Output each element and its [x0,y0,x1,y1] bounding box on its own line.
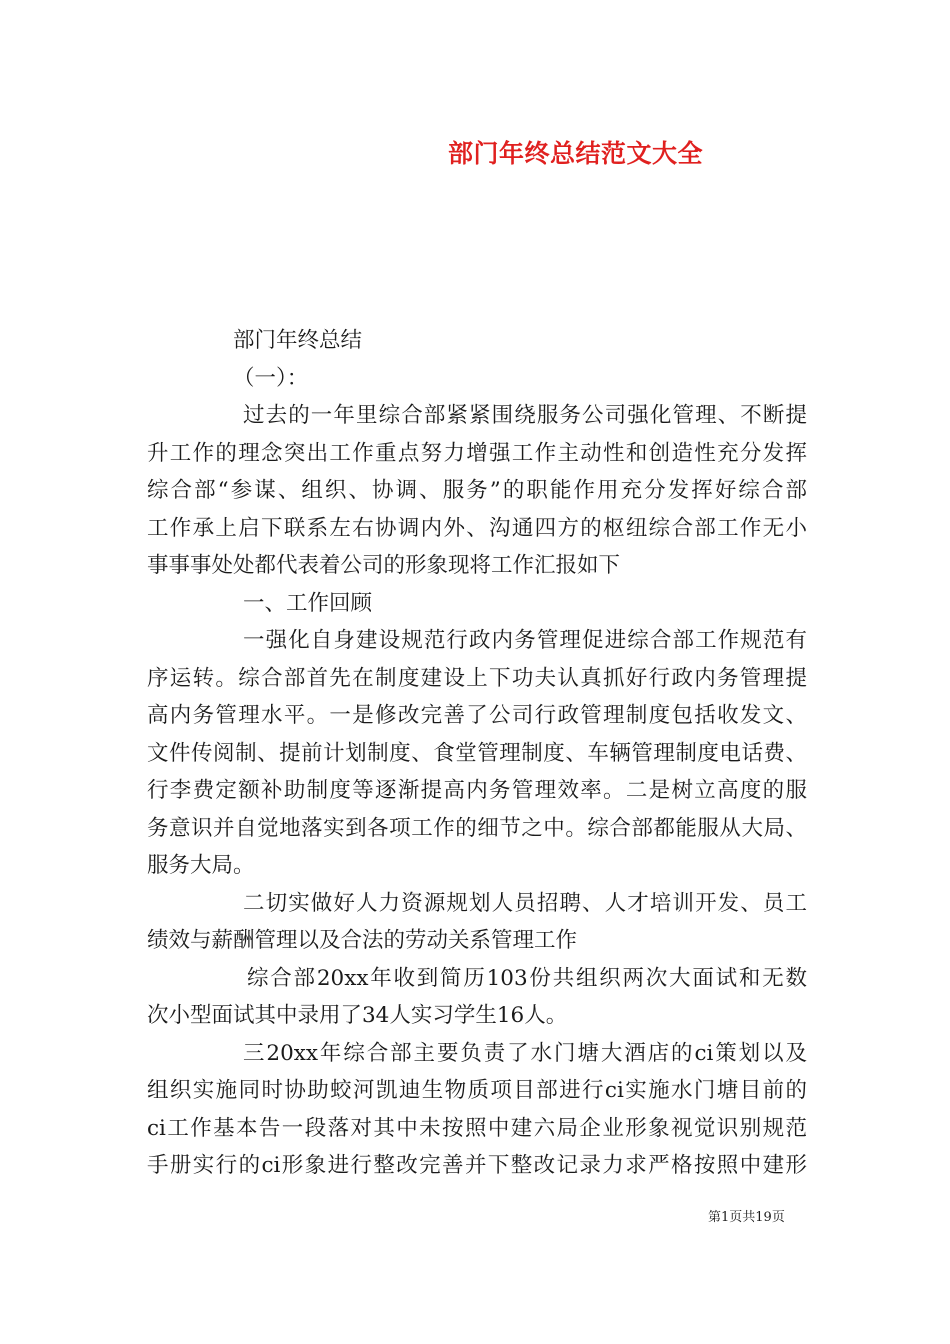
paragraph-line: 过去的一年里综合部紧紧围绕服务公司强化管理、不断提 [243,403,807,428]
section-subheading: （一）： [233,365,309,391]
paragraph-line: 行李费定额补助制度等逐渐提高内务管理效率。二是树立高度的服 [147,778,807,803]
paragraph-line: 三20xx年综合部主要负责了水门塘大酒店的ci策划以及 [243,1040,807,1066]
document-body [147,322,807,1185]
paragraph-line: 高内务管理水平。一是修改完善了公司行政管理制度包括收发文、 [147,703,807,728]
section-heading: 部门年终总结 [233,328,363,353]
paragraph-line: 一强化自身建设规范行政内务管理促进综合部工作规范有 [243,628,807,653]
paragraph-line: 序运转。综合部首先在制度建设上下功夫认真抓好行政内务管理提 [147,665,807,691]
paragraph-line: 绩效与薪酬管理以及合法的劳动关系管理工作 [147,928,578,953]
paragraph-line: 综合部20xx年收到简历103份共组织两次大面试和无数 [247,965,807,991]
paragraph-line: 手册实行的ci形象进行整改完善并下整改记录力求严格按照中建形 [147,1153,807,1178]
paragraph-line: 二切实做好人力资源规划人员招聘、人才培训开发、员工 [243,890,807,916]
paragraph-line: ci工作基本告一段落对其中未按照中建六局企业形象视觉识别规范 [147,1115,807,1141]
paragraph-line: 组织实施同时协助蛟河凯迪生物质项目部进行ci实施水门塘目前的 [147,1078,807,1103]
document-title: 部门年终总结范文大全 [448,139,704,168]
paragraph-line: 次小型面试其中录用了34人实习学生16人。 [147,1003,568,1028]
paragraph-line: 工作承上启下联系左右协调内外、沟通四方的枢纽综合部工作无小 [147,515,807,541]
section-heading: 一、工作回顾 [243,590,373,616]
paragraph-line: 务意识并自觉地落实到各项工作的细节之中。综合部都能服从大局、 [147,815,807,841]
paragraph-line: 事事事处处都代表着公司的形象现将工作汇报如下 [147,553,621,578]
paragraph-line: 升工作的理念突出工作重点努力增强工作主动性和创造性充分发挥 [147,440,807,466]
paragraph-line: 综合部“参谋、组织、协调、服务”的职能作用充分发挥好综合部 [147,478,807,503]
page-number: 第1页共19页 [708,1210,785,1225]
paragraph-line: 文件传阅制、提前计划制度、食堂管理制度、车辆管理制度电话费、 [147,740,807,766]
paragraph-line: 服务大局。 [147,853,255,878]
